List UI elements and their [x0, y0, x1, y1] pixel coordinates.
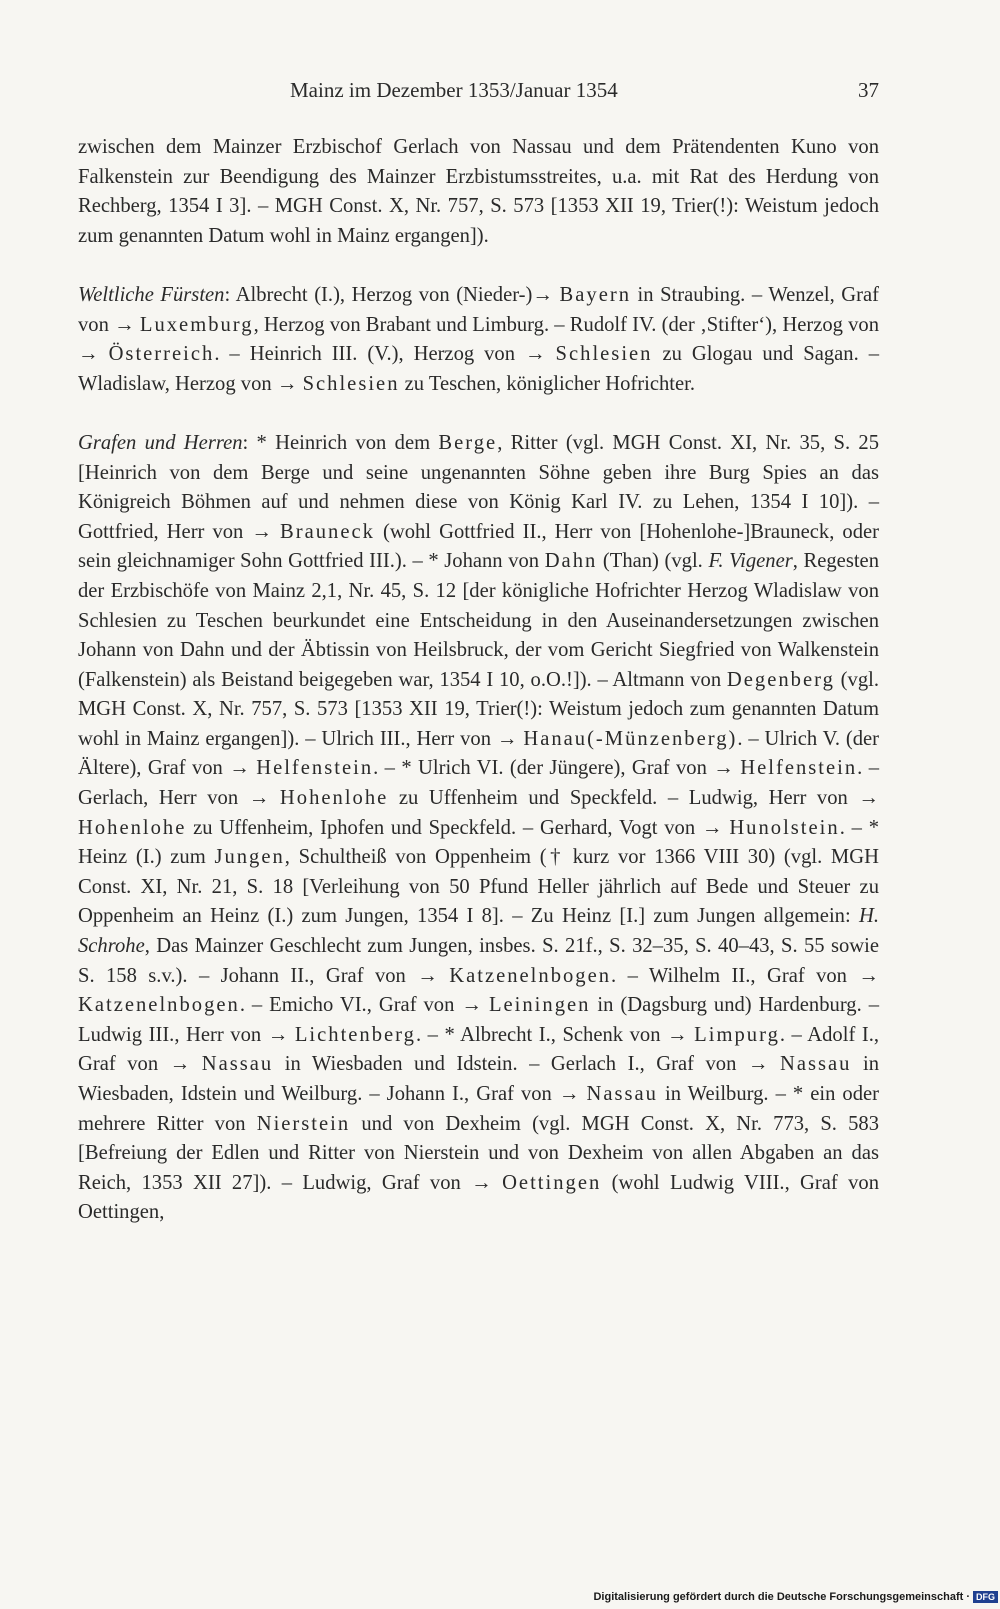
- page-number: 37: [858, 78, 879, 102]
- body-text: [78, 133, 879, 1228]
- spaced-name: Lichtenberg: [294, 1023, 416, 1046]
- text-run: . – * Albrecht I., Schenk von →: [415, 1023, 695, 1046]
- text-run: und von Dexheim (vgl. MGH Const. X, Nr. 773, S. 583 [Befreiung der Edlen und Ritter von Nierstein und von Dexheim von allen Abgaben an das Reich, 1353 XII 27]). – Ludwig, Graf von →: [78, 1112, 879, 1194]
- footer-text: Digitalisierung gefördert durch die Deutsche Forschungsgemeinschaft ·: [593, 1591, 970, 1603]
- text-run: in (Dagsburg und) Hardenburg. – Ludwig III., Herr von →: [78, 994, 880, 1046]
- text-run: . – * Heinz (I.) zum: [78, 816, 879, 869]
- text-run: zwischen dem Mainzer Erzbischof Gerlach von Nassau und dem Prätendenten Kuno von Falkenstein zur Beendigung des Mainzer Erzbistumsstreites, u.a. mit Rat des Herdung von Rechberg, 1354 I 3]. – MGH Const. X, Nr. 757, S. 573 [1353 XII 19, Trier(!): Weistum jedoch zum genannten Datum wohl in Mainz ergangen]).: [78, 136, 879, 247]
- text-run: (wohl Ludwig VIII., Graf von Oettingen,: [78, 1171, 879, 1224]
- text-run: in Wiesbaden, Idstein und Weilburg. – Johann I., Graf von →: [78, 1053, 879, 1105]
- paragraph-grafen-und-herren: [78, 429, 879, 1228]
- text-run: : * Heinrich von dem: [242, 431, 439, 454]
- text-run: . – * Ulrich VI. (der Jüngere), Graf von →: [373, 757, 741, 780]
- spaced-name: Jungen: [214, 846, 285, 869]
- text-run: . – Heinrich III. (V.), Herzog von →: [214, 343, 556, 366]
- text-run: , Herzog von Brabant und Limburg. – Rudolf IV. (der ‚Stifter‘), Herzog von →: [78, 313, 880, 366]
- text-run: zu Uffenheim, Iphofen und Speckfeld. – Gerhard, Vogt von →: [186, 816, 730, 839]
- spaced-name: Degenberg: [726, 668, 835, 691]
- text-run: in Wiesbaden und Idstein. – Gerlach I., Graf von →: [273, 1053, 780, 1076]
- text-run: in Straubing. – Wenzel, Graf von →: [78, 283, 879, 336]
- spaced-name: Leiningen: [488, 994, 591, 1017]
- italic-text: F. Vigener: [708, 550, 793, 573]
- spaced-name: Österreich: [108, 343, 215, 366]
- paragraph-continuation: [78, 133, 879, 251]
- text-run: (Than) (vgl.: [597, 550, 709, 573]
- spaced-name: Hunolstein: [729, 816, 840, 839]
- italic-text: Grafen und Herren: [78, 431, 243, 454]
- spaced-name: Helfenstein: [256, 757, 374, 780]
- spaced-name: Nassau: [201, 1053, 274, 1076]
- text-run: , Schultheiß von Oppenheim († kurz vor 1366 VIII 30) (vgl. MGH Const. XI, Nr. 21, S. 18 [Verleihung von 50 Pfund Heller jährlich auf Bede und Steuer zu Oppenheim an Heinz (I.) zum Jungen, 1354 I 8]. – Zu Heinz [I.] zum Jungen allgemein:: [78, 846, 879, 928]
- text-run: . – Gerlach, Herr von →: [78, 757, 879, 810]
- digitization-footer: [593, 1589, 998, 1605]
- spaced-name: Berge: [438, 431, 498, 454]
- spaced-name: Helfenstein: [740, 757, 858, 780]
- spaced-name: Schlesien: [555, 343, 653, 366]
- running-title: Mainz im Dezember 1353/Januar 1354: [290, 78, 618, 102]
- italic-text: H. Schrohe: [78, 905, 879, 958]
- spaced-name: Katzenelnbogen: [78, 994, 240, 1017]
- text-run: (wohl Gottfried II., Herr von [Hohenlohe-]Brauneck, oder sein gleichnamiger Sohn Gottfried III.). – * Johann von: [78, 520, 879, 573]
- text-run: zu Teschen, königlicher Hofrichter.: [399, 372, 696, 395]
- spaced-name: Limpurg: [694, 1023, 780, 1046]
- text-run: (vgl. MGH Const. X, Nr. 757, S. 573 [1353 XII 19, Trier(!): Weistum jedoch zum genannten Datum wohl in Mainz ergangen]). – Ulrich III., Herr von →: [78, 668, 879, 750]
- spaced-name: Luxemburg: [139, 313, 254, 336]
- spaced-name: Katzenelnbogen: [449, 964, 612, 987]
- text-run: . – Wilhelm II., Graf von →: [611, 964, 879, 987]
- paragraph-weltliche-fuersten: [78, 281, 879, 399]
- spaced-name: Nassau: [586, 1083, 658, 1105]
- spaced-name: Brauneck: [280, 520, 375, 543]
- spaced-name: Nierstein: [256, 1112, 351, 1135]
- italic-text: Weltliche Fürsten: [78, 283, 225, 306]
- spaced-name: Oettingen: [502, 1171, 602, 1194]
- text-run: . – Adolf I., Graf von →: [78, 1023, 879, 1076]
- spaced-name: Hanau(-Münzenberg): [523, 727, 738, 750]
- text-run: . – Ulrich V. (der Ältere), Graf von →: [78, 727, 879, 780]
- dfg-logo: DFG: [973, 1591, 998, 1603]
- spaced-name: Dahn: [544, 550, 598, 573]
- text-run: zu Glogau und Sagan. – Wladislaw, Herzog von →: [78, 343, 880, 395]
- spaced-name: Schlesien: [302, 372, 400, 395]
- text-run: , Ritter (vgl. MGH Const. XI, Nr. 35, S. 25 [Heinrich von dem Berge und seine ungenannten Söhne geben ihre Burg Spies an das Königreich Böhmen auf und nehmen diese von König Karl IV. zu Lehen, 1354 I 10]). – Gottfried, Herr von →: [78, 431, 879, 543]
- spaced-name: Hohenlohe: [78, 816, 187, 839]
- text-run: , Regesten der Erzbischöfe von Mainz 2,1, Nr. 45, S. 12 [der königliche Hofrichter Herzog Wladislaw von Schlesien zu Teschen beurkundet eine Entscheidung in den Auseinandersetzungen zwischen Johann von Dahn und der Äbtissin von Heilsbruck, der vom Gericht Siegfried von Walkenstein (Falkenstein) als Beistand beigegeben war, 1354 I 10, o.O.!]). – Altmann von: [78, 550, 879, 691]
- spaced-name: Nassau: [779, 1053, 852, 1076]
- spaced-name: Bayern: [559, 283, 631, 306]
- text-run: . – Emicho VI., Graf von →: [239, 994, 489, 1017]
- spaced-name: Hohenlohe: [279, 787, 389, 810]
- text-run: zu Uffenheim und Speckfeld. – Ludwig, Herr von →: [388, 787, 880, 810]
- text-run: : Albrecht (I.), Herzog von (Nieder-)→: [224, 283, 560, 306]
- text-run: , Das Mainzer Geschlecht zum Jungen, insbes. S. 21f., S. 32–35, S. 40–43, S. 55 sowie S. 158 s.v.). – Johann II., Graf von →: [78, 935, 879, 987]
- text-run: in Weilburg. – * ein oder mehrere Ritter von: [78, 1083, 880, 1135]
